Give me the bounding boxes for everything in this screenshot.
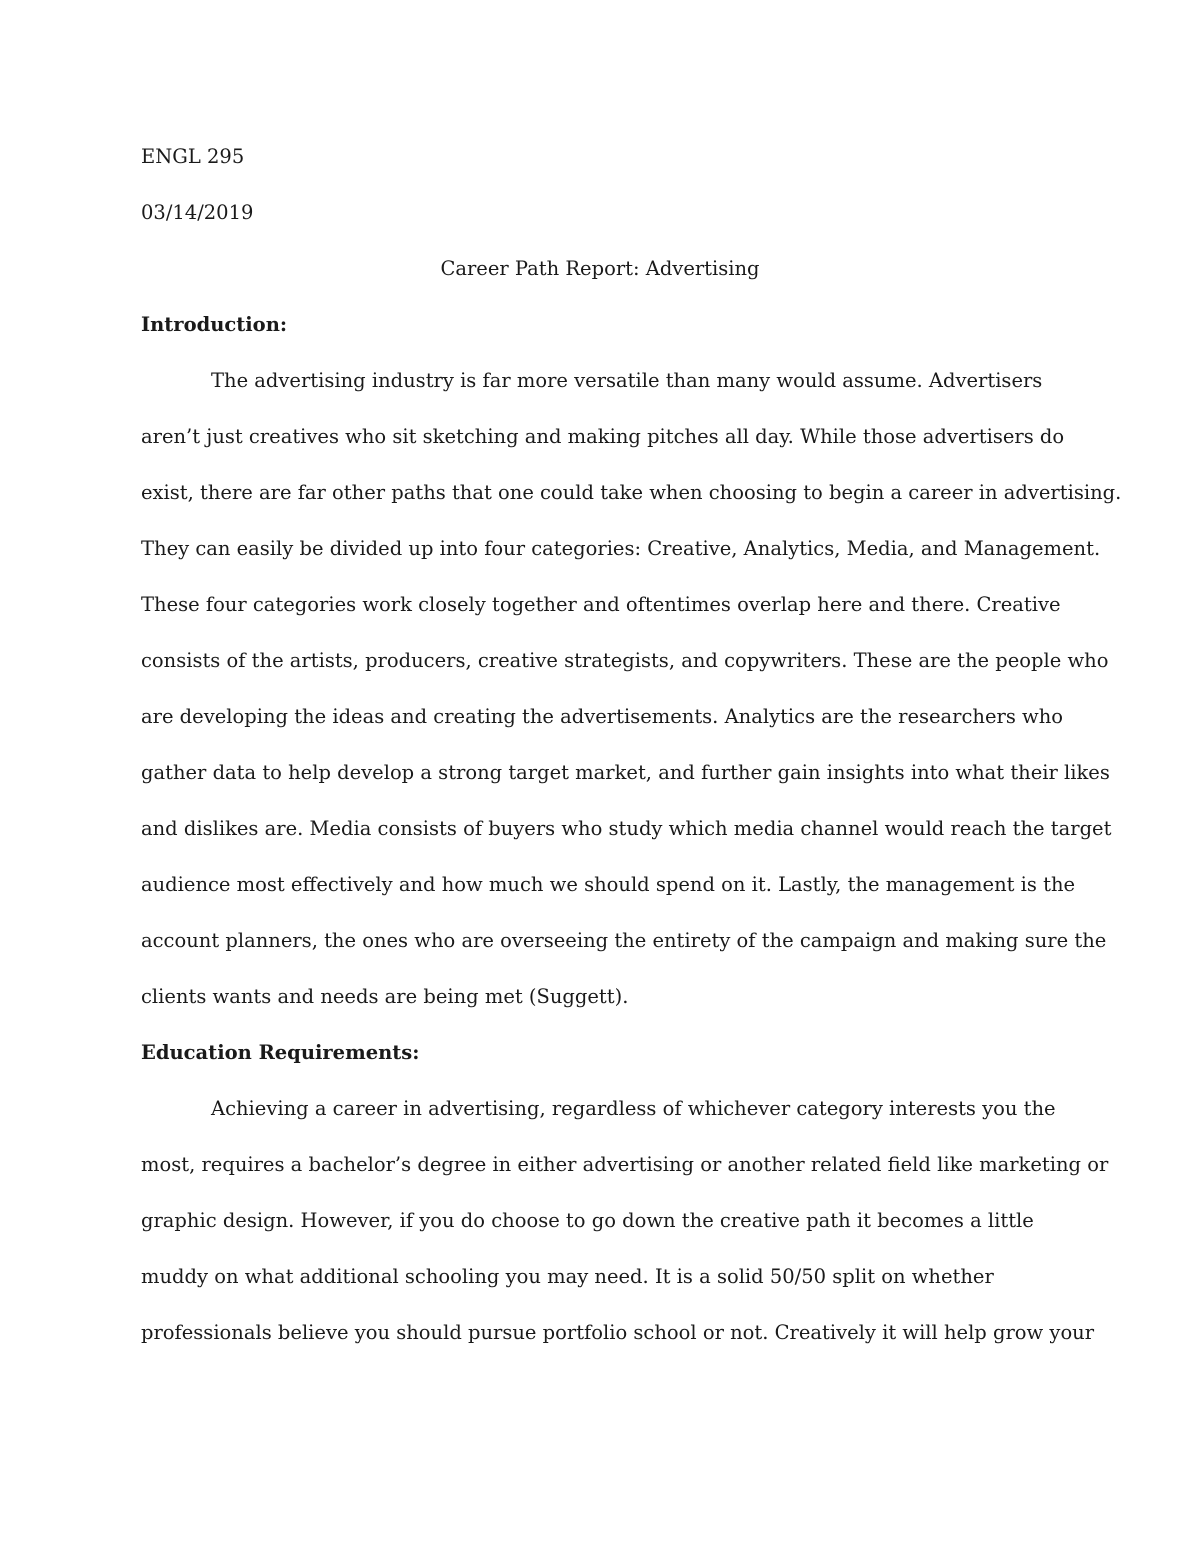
- paragraph-line: most, requires a bachelor’s degree in either advertising or another related field like marketing or: [141, 1153, 1109, 1176]
- paragraph-line: consists of the artists, producers, creative strategists, and copywriters. These are the people who: [141, 649, 1109, 672]
- paragraph-line: The advertising industry is far more versatile than many would assume. Advertisers: [211, 369, 1043, 392]
- paragraph-line: professionals believe you should pursue portfolio school or not. Creatively it will help grow your: [141, 1321, 1095, 1344]
- paragraph-line: gather data to help develop a strong target market, and further gain insights into what their likes: [141, 761, 1110, 784]
- paragraph-line: clients wants and needs are being met (Suggett).: [141, 985, 629, 1008]
- paragraph-line: are developing the ideas and creating the advertisements. Analytics are the researchers who: [141, 705, 1064, 728]
- paragraph-line: graphic design. However, if you do choose to go down the creative path it becomes a little: [141, 1209, 1034, 1232]
- paragraph-line: aren’t just creatives who sit sketching and making pitches all day. While those advertisers do: [141, 425, 1065, 448]
- section-heading-introduction: Introduction:: [141, 313, 288, 336]
- paragraph-line: account planners, the ones who are overseeing the entirety of the campaign and making sure the: [141, 929, 1107, 952]
- paragraph-line: Achieving a career in advertising, regardless of whichever category interests you the: [211, 1097, 1056, 1120]
- course-label: ENGL 295: [141, 145, 245, 168]
- section-heading-education: Education Requirements:: [141, 1041, 420, 1064]
- paragraph-line: These four categories work closely together and oftentimes overlap here and there. Creative: [141, 593, 1061, 616]
- paragraph-line: exist, there are far other paths that one could take when choosing to begin a career in advertising.: [141, 481, 1122, 504]
- paragraph-line: They can easily be divided up into four categories: Creative, Analytics, Media, and Management.: [141, 537, 1101, 560]
- document-title: Career Path Report: Advertising: [440, 257, 760, 280]
- paragraph-line: muddy on what additional schooling you may need. It is a solid 50/50 split on whether: [141, 1265, 994, 1288]
- paragraph-line: and dislikes are. Media consists of buyers who study which media channel would reach the target: [141, 817, 1112, 840]
- paragraph-line: audience most effectively and how much we should spend on it. Lastly, the management is the: [141, 873, 1076, 896]
- date-label: 03/14/2019: [141, 201, 254, 224]
